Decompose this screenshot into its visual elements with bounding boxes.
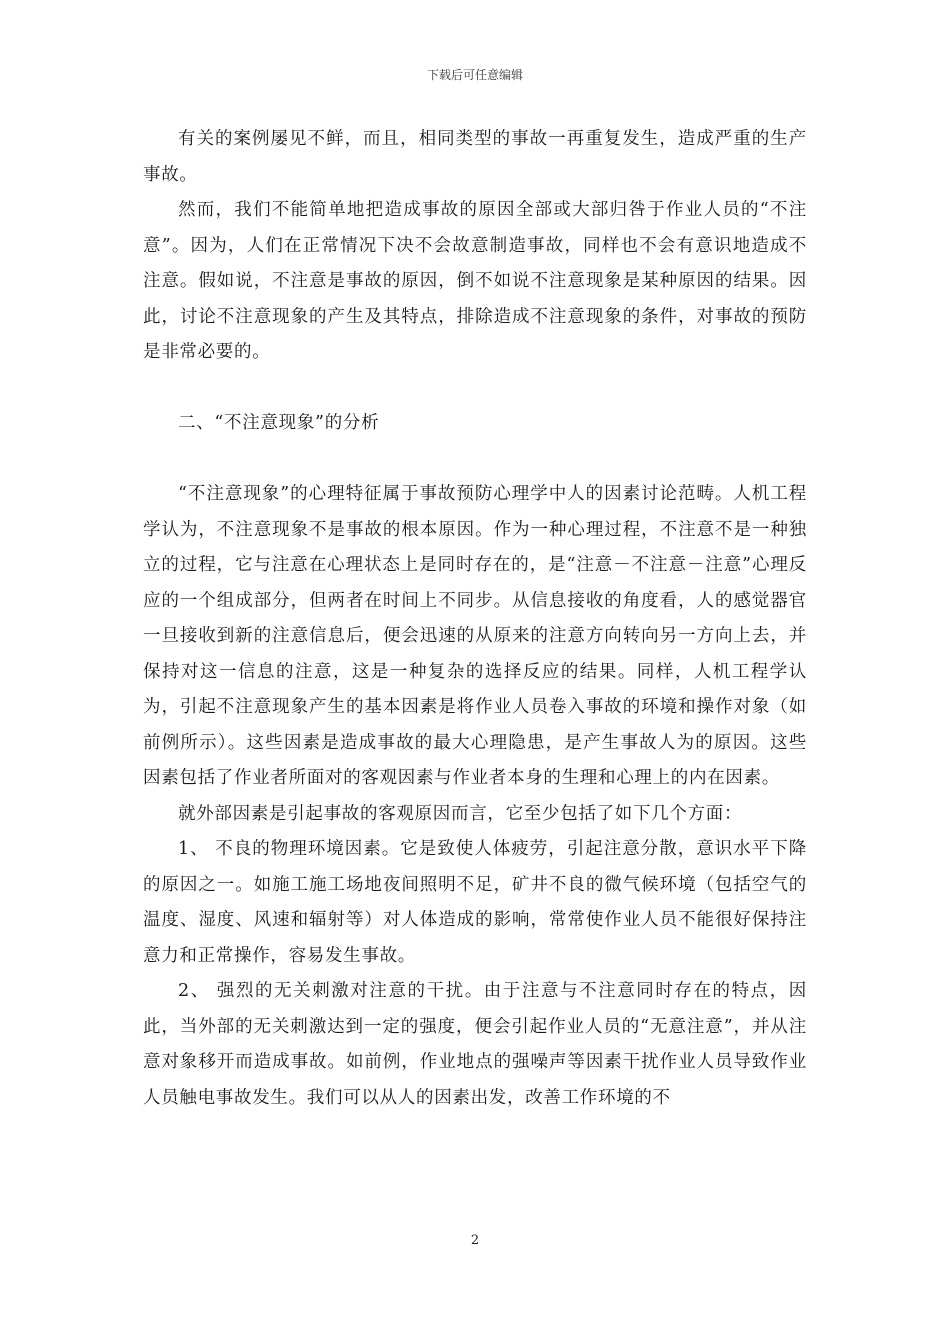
document-body xyxy=(143,122,807,1116)
paragraph-1: 有关的案例屡见不鲜，而且，相同类型的事故一再重复发生，造成严重的生产事故。 xyxy=(143,129,807,185)
list-item-2: 2、 强烈的无关刺激对注意的干扰。由于注意与不注意同时存在的特点，因此，当外部的无关刺激达到一定的强度，便会引起作业人员的“无意注意”，并从注意对象移开而造成事故。如前例，作业地点的强噪声等因素干扰作业人员导致作业人员触电事故发生。我们可以从人的因素出发，改善工作环境的不 xyxy=(143,981,807,1108)
page-number: 2 xyxy=(470,1233,480,1248)
paragraph-4: 就外部因素是引起事故的客观原因而言，它至少包括了如下几个方面： xyxy=(178,803,743,824)
page-header: 下载后可任意编辑 xyxy=(426,68,523,82)
section-heading: 二、“不注意现象”的分析 xyxy=(178,413,380,433)
paragraph-2: 然而，我们不能简单地把造成事故的原因全部或大部归咎于作业人员的“不注意”。因为，人们在正常情况下决不会故意制造事故，同样也不会有意识地造成不注意。假如说，不注意是事故的原因，倒不如说不注意现象是某种原因的结果。因此，讨论不注意现象的产生及其特点，排除造成不注意现象的条件，对事故的预防是非常必要的。 xyxy=(143,200,807,362)
list-item-1: 1、 不良的物理环境因素。它是致使人体疲劳，引起注意分散，意识水平下降的原因之一。如施工施工场地夜间照明不足，矿井不良的微气候环境（包括空气的温度、湿度、风速和辐射等）对人体造成的影响，常常使作业人员不能很好保持注意力和正常操作，容易发生事故。 xyxy=(143,839,807,966)
paragraph-3: “不注意现象”的心理特征属于事故预防心理学中人的因素讨论范畴。人机工程学认为，不注意现象不是事故的根本原因。作为一种心理过程，不注意不是一种独立的过程，它与注意在心理状态上是同时存在的，是“注意－不注意－注意”心理反应的一个组成部分，但两者在时间上不同步。从信息接收的角度看，人的感觉器官一旦接收到新的注意信息后，便会迅速的从原来的注意方向转向另一方向上去，并保持对这一信息的注意，这是一种复杂的选择反应的结果。同样，人机工程学认为，引起不注意现象产生的基本因素是将作业人员卷入事故的环境和操作对象（如前例所示）。这些因素是造成事故的最大心理隐患，是产生事故人为的原因。这些因素包括了作业者所面对的客观因素与作业者本身的生理和心理上的内在因素。 xyxy=(143,484,807,788)
